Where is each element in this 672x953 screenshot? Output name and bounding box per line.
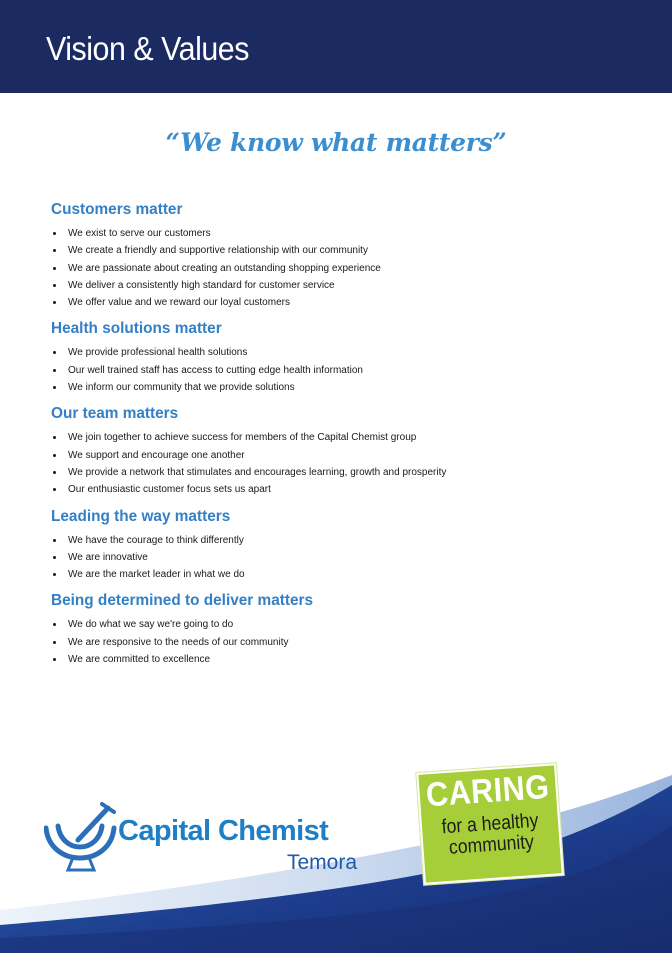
badge-subtext-line: community: [448, 831, 535, 859]
list-item: We join together to achieve success for members of the Capital Chemist group: [51, 429, 621, 446]
badge-subtext: [428, 810, 554, 860]
section-title: Being determined to deliver matters: [51, 592, 314, 610]
list-item: Our well trained staff has access to cutting edge health information: [51, 362, 621, 379]
section-determined: [51, 591, 621, 668]
list-item: We provide a network that stimulates and encourages learning, growth and prosperity: [51, 464, 621, 481]
list-item: We inform our community that we provide solutions: [51, 379, 621, 396]
list-item: We exist to serve our customers: [51, 225, 621, 242]
list-item: We are committed to excellence: [51, 651, 621, 668]
list-item: We have the courage to think differently: [51, 532, 621, 549]
list-item: We create a friendly and supportive relationship with our community: [51, 242, 621, 259]
badge-heading: CARING: [424, 767, 551, 815]
section-health: [51, 319, 621, 396]
list-item: We are passionate about creating an outstanding shopping experience: [51, 260, 621, 277]
list-item: We provide professional health solutions: [51, 344, 621, 361]
list-item: We offer value and we reward our loyal customers: [51, 294, 621, 311]
section-team: [51, 404, 621, 498]
brand-location: Temora: [287, 851, 358, 874]
list-item: We are innovative: [51, 549, 621, 566]
list-item: We deliver a consistently high standard for customer service: [51, 277, 621, 294]
badge-subtext-line: for a healthy: [440, 809, 540, 839]
section-leading: [51, 507, 621, 584]
list-item: We do what we say we're going to do: [51, 616, 621, 633]
section-title: Customers matter: [51, 201, 183, 218]
values-content: [51, 200, 621, 676]
caring-badge: [416, 763, 563, 884]
list-item: We support and encourage one another: [51, 447, 621, 464]
header-bar: [0, 0, 672, 93]
list-item: We are responsive to the needs of our community: [51, 634, 621, 651]
section-title: Health solutions matter: [51, 320, 222, 338]
list-item: Our enthusiastic customer focus sets us apart: [51, 481, 621, 498]
section-title: Leading the way matters: [51, 507, 231, 525]
page-title: Vision & Values: [46, 30, 249, 67]
brand-name: Capital Chemist: [118, 815, 329, 847]
section-title: Our team matters: [51, 405, 179, 423]
list-item: We are the market leader in what we do: [51, 566, 621, 583]
section-customers: [51, 200, 621, 311]
tagline: “We know what matters”: [165, 128, 507, 157]
